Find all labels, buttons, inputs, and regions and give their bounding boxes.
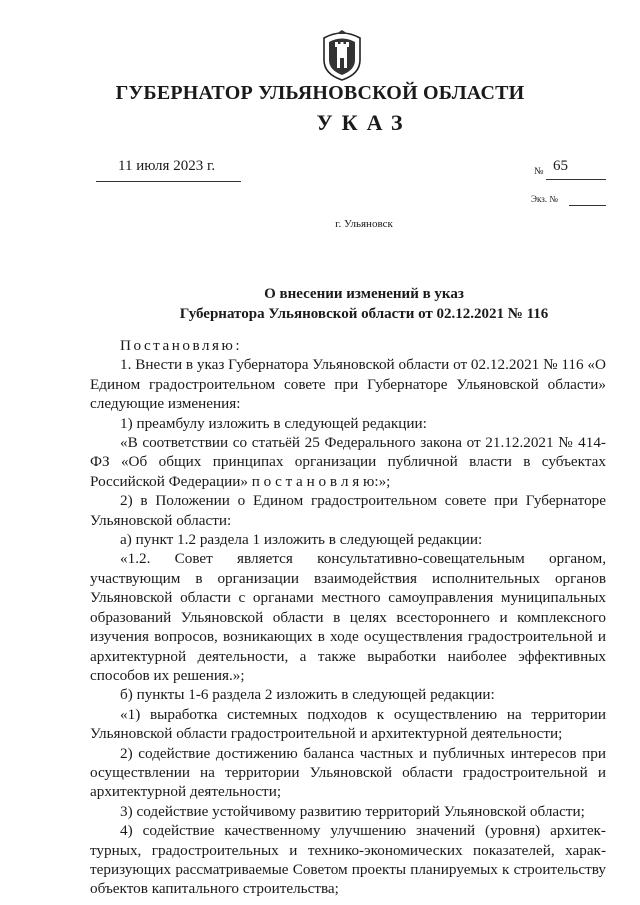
paragraph: «В соответствии со статьёй 25 Федерального закона от 21.12.2021 № 414-ФЗ «Об общих принципах организации публичной власти в субъектах Российской Федерации» п о с т а н о в л я ю:»; [90,434,606,490]
decree-subject [0,284,640,324]
paragraph: «1) выработка системных подходов к осуществлению на территории Ульяновской области градостроительной и архитектурной деятельности; [90,705,606,743]
paragraph: 2) содействие достижению баланса частных и публичных интересов при осуществлении на территории Ульяновской области градостроительной и архитектурной деятельности; [90,744,606,801]
paragraph: «1.2. Совет является консультативно-совещательным органом, участвующим в организации взаимодействия исполнительных органов Ульяновской области с органами местного самоуправления муниципальных образований Ульяновской области в целях всестороннего и комплексного изучения вопросов, возникающих в ходе осуществления градостроительной и архитектурной деятельности, а также выработки наиболее эффективных способов их решения.»; [90,550,606,684]
paragraph-resolve: Постановляю: [120,337,243,354]
copy-label: Экз. № [531,194,558,204]
decree-body [90,336,606,899]
paragraph: б) пункты 1-6 раздела 2 изложить в следующей редакции: [120,686,495,704]
number-label: № [534,166,544,177]
paragraph: 1) преамбулу изложить в следующей редакции: [120,414,427,432]
decree-date: 11 июля 2023 г. [118,158,216,174]
paragraph: 3) содействие устойчивому развитию территорий Ульяновской области; [120,802,585,820]
subject-line-1: О внесении изменений в указ [264,286,464,302]
date-underline [96,181,241,182]
city: г. Ульяновск [335,218,393,230]
paragraph: а) пункт 1.2 раздела 1 изложить в следующей редакции: [120,531,483,549]
paragraph: 2) в Положении о Едином градостроительном совете при Губернаторе Ульяновской области: [90,492,606,529]
ulyanovsk-coat-of-arms-icon [320,30,364,82]
governor-title: ГУБЕРНАТОР УЛЬЯНОВСКОЙ ОБЛАСТИ [115,82,525,104]
number-underline [546,179,606,180]
copy-underline [569,205,606,206]
decree-number: 65 [553,158,568,174]
subject-line-2: Губернатора Ульяновской области от 02.12.2021 № 116 [179,306,549,322]
paragraph: 1. Внести в указ Губернатора Ульяновской области от 02.12.2021 № 116 «О Едином градостроительном совете при Губернаторе Ульяновской области» следующие изменения: [90,356,606,413]
document-type: УКАЗ [316,110,412,135]
paragraph: 4) содействие качественному улучшению значений (уровня) архитек-турных, градостроительных и технико-экономических показателей, харак-теризующих рассматриваемые Советом проекты планируемых к строительству объектов капитального строительства; [90,822,606,898]
